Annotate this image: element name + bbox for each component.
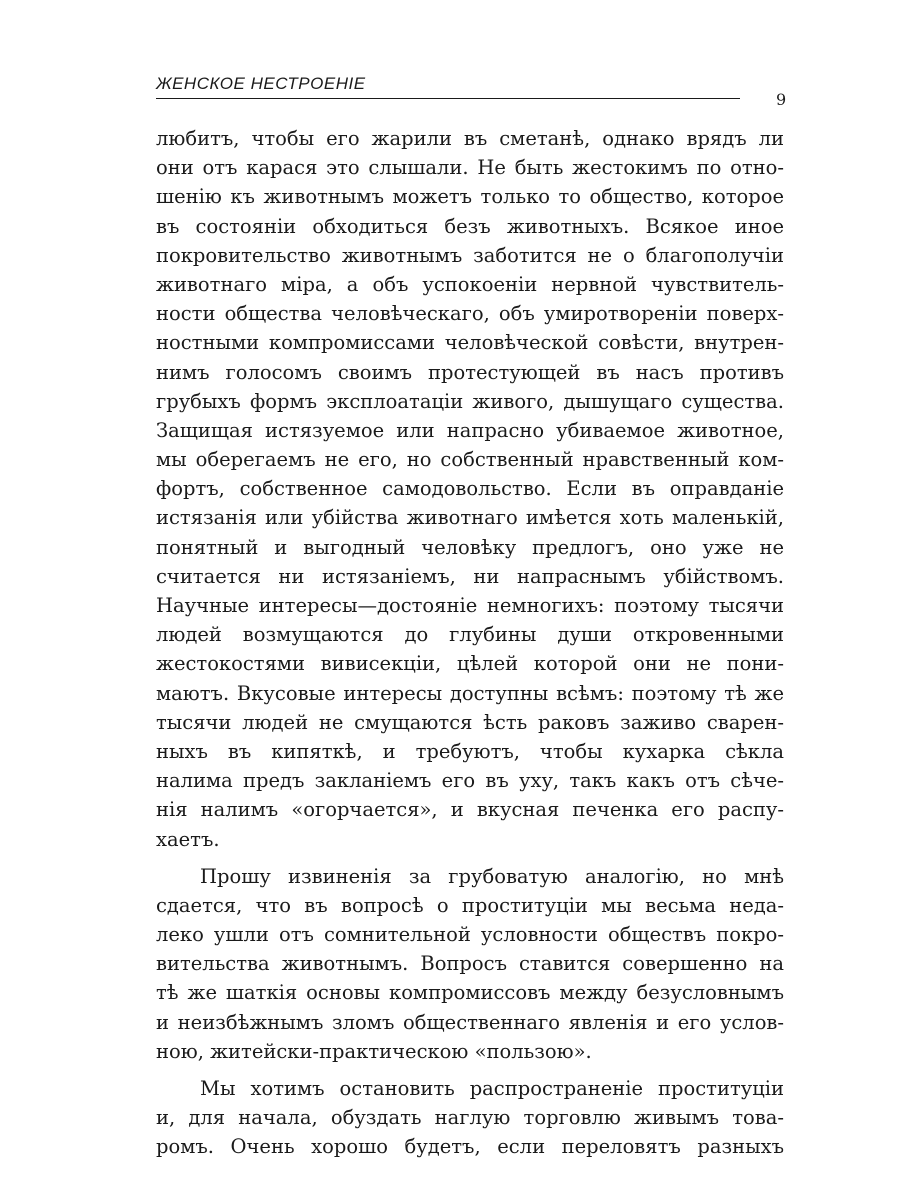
text-line: нія налимъ «огорчается», и вкусная печенка его распу- [156, 798, 784, 822]
text-line: истязанія или убійства животнаго имѣется хоть маленькій, [156, 506, 784, 530]
text-line: ромъ. Очень хорошо будетъ, если переловятъ разныхъ [156, 1135, 784, 1159]
paragraph [156, 1074, 784, 1162]
text-line: и неизбѣжнымъ зломъ общественнаго явленія и его услов- [156, 1010, 784, 1034]
text-line: тысячи людей не смущаются ѣсть раковъ заживо сварен- [156, 710, 784, 734]
text-line: леко ушли отъ сомнительной условности обществъ покро- [156, 923, 784, 947]
text-line: хаетъ. [156, 827, 220, 851]
text-line: Защищая истязуемое или напрасно убиваемое животное, [156, 418, 784, 442]
text-line: любитъ, чтобы его жарили въ сметанѣ, однако врядъ ли [156, 127, 784, 150]
text-line: ною, житейски-практическою «пользою». [156, 1039, 592, 1063]
running-head-title: ЖЕНСКОЕ НЕСТРОЕНІЕ [156, 74, 366, 93]
page-number: 9 [776, 90, 787, 109]
text-line: тѣ же шаткія основы компромиссовъ между безусловнымъ [156, 981, 784, 1005]
text-line: и, для начала, обуздать наглую торговлю живымъ това- [156, 1106, 784, 1130]
text-line: жестокостями вивисекціи, цѣлей которой они не пони- [156, 652, 784, 676]
text-line: сдается, что въ вопросѣ о проституціи мы весьма неда- [156, 893, 784, 917]
text-line: они отъ карася это слышали. Не быть жестокимъ по отно- [156, 156, 784, 180]
text-line: маютъ. Вкусовые интересы доступны всѣмъ: поэтому тѣ же [156, 681, 784, 705]
paragraph-gap [156, 1066, 784, 1074]
text-line: Мы хотимъ остановить распространеніе проституціи [200, 1077, 784, 1100]
text-line: шенію къ животнымъ можетъ только то общество, которое [156, 185, 784, 209]
header-rule [156, 98, 740, 99]
text-line: мы оберегаемъ не его, но собственный нравственный ком- [156, 448, 784, 472]
text-line: считается ни истязаніемъ, ни напраснымъ убійствомъ. [156, 564, 784, 588]
text-line: покровительство животнымъ заботится не о благополучіи [156, 243, 784, 267]
text-line: нимъ голосомъ своимъ протестующей въ насъ противъ [156, 360, 784, 384]
text-line: Прошу извиненія за грубоватую аналогію, но мнѣ [200, 864, 784, 888]
text-line: въ состояніи обходиться безъ животныхъ. Всякое иное [156, 214, 784, 238]
text-line: животнаго міра, а объ успокоеніи нервной чувствитель- [156, 272, 784, 296]
text-line: ности общества человѣческаго, объ умиротвореніи поверх- [156, 302, 784, 326]
text-line: понятный и выгодный человѣку предлогъ, оно уже не [156, 535, 784, 559]
paragraph [156, 862, 784, 1066]
text-line: фортъ, собственное самодовольство. Если въ оправданіе [156, 477, 784, 501]
paragraph-gap [156, 854, 784, 862]
text-line: людей возмущаются до глубины души откровенными [156, 623, 784, 647]
text-line: налима предъ закланіемъ его въ уху, такъ какъ отъ сѣче- [156, 769, 784, 793]
text-line: вительства животнымъ. Вопросъ ставится совершенно на [156, 952, 784, 976]
text-line: грубыхъ формъ эксплоатаціи живого, дышущаго существа. [156, 389, 784, 413]
paragraph [156, 124, 784, 854]
text-line: Научные интересы—достояніе немногихъ: поэтому тысячи [156, 594, 784, 617]
body-text [156, 124, 784, 1162]
text-line: ностными компромиссами человѣческой совѣсти, внутрен- [156, 331, 784, 355]
text-line: ныхъ въ кипяткѣ, и требуютъ, чтобы кухарка сѣкла [156, 739, 784, 763]
